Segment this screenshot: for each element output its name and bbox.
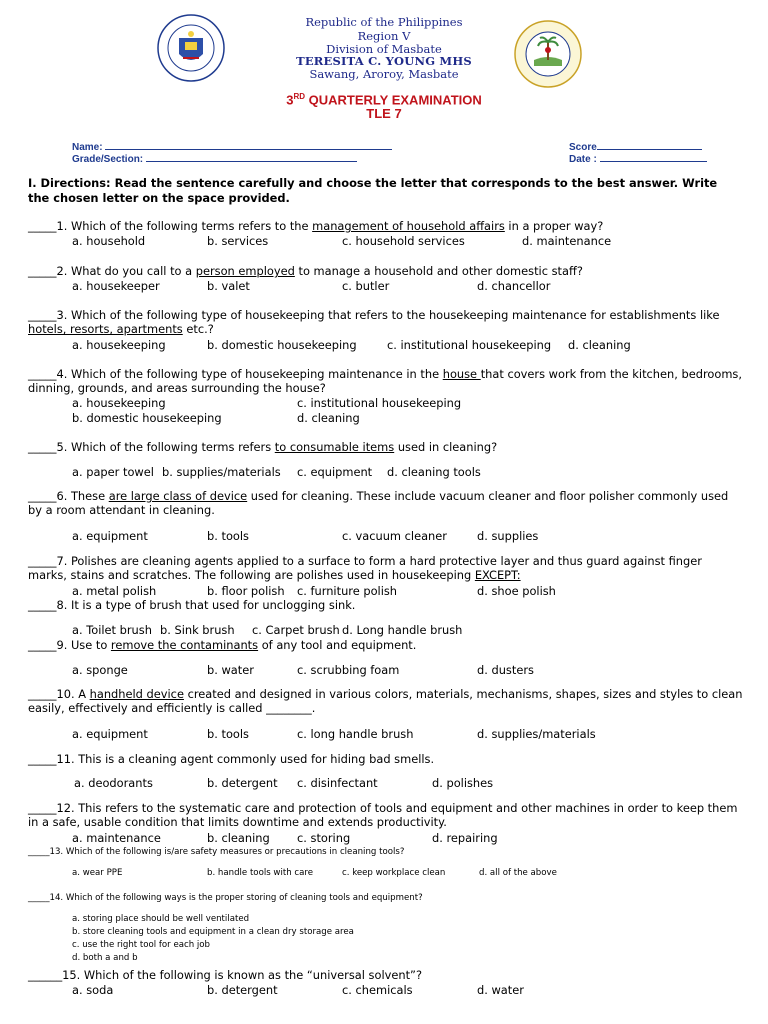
header-address: Sawang, Aroroy, Masbate	[309, 67, 459, 81]
q2-option-d: d. chancellor	[477, 279, 551, 293]
q7-option-c: c. furniture polish	[297, 584, 398, 598]
q11-option-d: d. polishes	[432, 776, 494, 790]
q15-option-c: c. chemicals	[342, 983, 413, 997]
score-field[interactable]: Score	[569, 140, 702, 153]
q8-option-b: b. Sink brush	[160, 623, 235, 637]
question-10: _____10. A handheld device created and designed in various colors, materials, mechanisms, shapes, sizes and styles to clean easily, effectively and efficiently is called ________.	[28, 687, 743, 715]
q8-option-d: d. Long handle brush	[342, 623, 463, 637]
q6-option-a: a. equipment	[72, 529, 148, 543]
q13-option-c: c. keep workplace clean	[342, 868, 446, 878]
q1-option-c: c. household services	[342, 234, 465, 248]
exam-title: 3RD QUARTERLY EXAMINATION	[286, 92, 482, 108]
q15-option-b: b. detergent	[207, 983, 278, 997]
q9-option-a: a. sponge	[72, 663, 128, 677]
q14-option-c: c. use the right tool for each job	[72, 940, 210, 950]
q8-option-a: a. Toilet brush	[72, 623, 152, 637]
q12-option-c: c. storing	[297, 831, 351, 845]
q12-option-d: d. repairing	[432, 831, 498, 845]
q4-option-a: a. housekeeping	[72, 396, 166, 410]
q6-option-c: c. vacuum cleaner	[342, 529, 447, 543]
exam-subject: TLE 7	[366, 106, 402, 121]
header-division: Division of Masbate	[326, 42, 442, 56]
q8-option-c: c. Carpet brush	[252, 623, 340, 637]
q14-option-a: a. storing place should be well ventilated	[72, 914, 250, 924]
question-2: _____2. What do you call to a person employed to manage a household and other domestic staff?	[28, 264, 583, 278]
q13-option-b: b. handle tools with care	[207, 868, 314, 878]
question-8: _____8. It is a type of brush that used for unclogging sink.	[28, 598, 356, 612]
question-3: _____3. Which of the following type of housekeeping that refers to the housekeeping maintenance for establishments like hotels, resorts, apartments etc.?	[28, 308, 720, 336]
q7-option-a: a. metal polish	[72, 584, 157, 598]
q5-option-a: a. paper towel	[72, 465, 154, 479]
q6-option-d: d. supplies	[477, 529, 539, 543]
header-country: Republic of the Philippines	[305, 15, 463, 29]
q9-option-b: b. water	[207, 663, 254, 677]
question-7: _____7. Polishes are cleaning agents applied to a surface to form a hard protective layer and thus guard against finger marks, stains and scratches. The following are polishes used in housekeeping EXCEPT:	[28, 554, 702, 582]
q5-option-c: c. equipment	[297, 465, 373, 479]
question-15: ______15. Which of the following is known as the “universal solvent”?	[28, 968, 422, 982]
q4-option-b: b. domestic housekeeping	[72, 411, 222, 425]
header-school: TERESITA C. YOUNG MHS	[296, 54, 472, 68]
question-6: _____6. These are large class of device used for cleaning. These include vacuum cleaner and floor polisher commonly used by a room attendant in cleaning.	[28, 489, 729, 517]
question-1: _____1. Which of the following terms refers to the management of household affairs in a proper way?	[28, 219, 604, 233]
question-4: _____4. Which of the following type of housekeeping maintenance in the house that covers work from the kitchen, bedrooms, dinning, grounds, and areas surrounding the house?	[28, 367, 742, 395]
q1-option-a: a. household	[72, 234, 146, 248]
q9-option-d: d. dusters	[477, 663, 534, 677]
name-field[interactable]: Name:	[72, 140, 392, 153]
q5-option-d: d. cleaning tools	[387, 465, 481, 479]
date-field[interactable]: Date :	[569, 152, 707, 165]
question-14: _____14. Which of the following ways is the proper storing of cleaning tools and equipment?	[28, 893, 423, 903]
q4-option-d: d. cleaning	[297, 411, 360, 425]
q9-option-c: c. scrubbing foam	[297, 663, 400, 677]
q10-option-a: a. equipment	[72, 727, 148, 741]
q14-option-d: d. both a and b	[72, 953, 138, 963]
q7-option-b: b. floor polish	[207, 584, 285, 598]
question-5: _____5. Which of the following terms refers to consumable items used in cleaning?	[28, 440, 498, 454]
q11-option-a: a. deodorants	[74, 776, 153, 790]
q10-option-b: b. tools	[207, 727, 249, 741]
question-13: _____13. Which of the following is/are safety measures or precautions in cleaning tools?	[28, 847, 405, 857]
q11-option-c: c. disinfectant	[297, 776, 378, 790]
q3-option-b: b. domestic housekeeping	[207, 338, 357, 352]
q14-option-b: b. store cleaning tools and equipment in a clean dry storage area	[72, 927, 354, 937]
grade-section-field[interactable]: Grade/Section:	[72, 152, 357, 165]
q1-option-d: d. maintenance	[522, 234, 612, 248]
q2-option-c: c. butler	[342, 279, 390, 293]
q3-option-c: c. institutional housekeeping	[387, 338, 552, 352]
q5-option-b: b. supplies/materials	[162, 465, 281, 479]
q13-option-a: a. wear PPE	[72, 868, 123, 878]
q2-option-b: b. valet	[207, 279, 250, 293]
q13-option-d: d. all of the above	[479, 868, 557, 878]
q12-option-b: b. cleaning	[207, 831, 270, 845]
q15-option-d: d. water	[477, 983, 524, 997]
q15-option-a: a. soda	[72, 983, 114, 997]
q12-option-a: a. maintenance	[72, 831, 161, 845]
q2-option-a: a. housekeeper	[72, 279, 160, 293]
q11-option-b: b. detergent	[207, 776, 278, 790]
q4-option-c: c. institutional housekeeping	[297, 396, 462, 410]
q3-option-a: a. housekeeping	[72, 338, 166, 352]
q10-option-d: d. supplies/materials	[477, 727, 596, 741]
directions: I. Directions: Read the sentence carefully and choose the letter that corresponds to the best answer. Write the chosen letter on the space provided.	[28, 176, 718, 205]
q7-option-d: d. shoe polish	[477, 584, 556, 598]
header-region: Region V	[357, 29, 411, 43]
question-12: _____12. This refers to the systematic care and protection of tools and equipment and other machines in order to keep them in a safe, usable condition that limits downtime and extends productivity.	[28, 801, 738, 829]
q10-option-c: c. long handle brush	[297, 727, 414, 741]
question-9: _____9. Use to remove the contaminants of any tool and equipment.	[28, 638, 417, 652]
q3-option-d: d. cleaning	[568, 338, 631, 352]
q6-option-b: b. tools	[207, 529, 249, 543]
q1-option-b: b. services	[207, 234, 269, 248]
question-11: _____11. This is a cleaning agent commonly used for hiding bad smells.	[28, 752, 435, 766]
